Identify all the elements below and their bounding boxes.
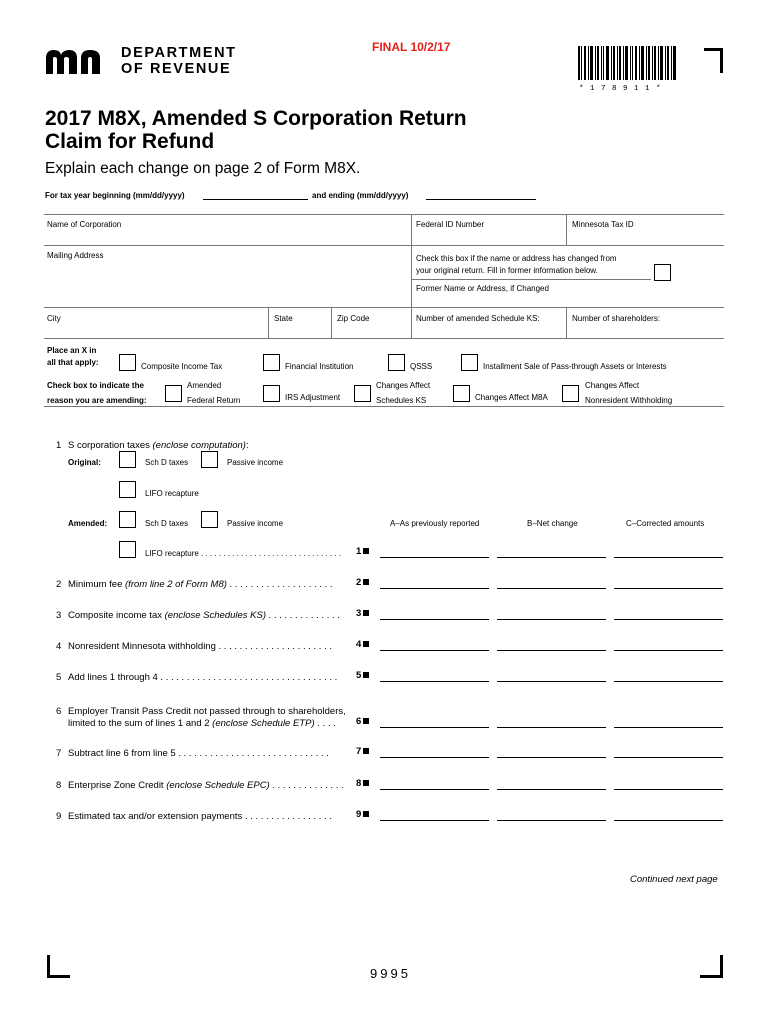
place-x-line-2: all that apply:: [47, 358, 99, 367]
line-6-col-a-field[interactable]: [380, 727, 489, 728]
line-8-box: [356, 778, 369, 789]
form-title-line-2: Claim for Refund: [45, 130, 215, 153]
amended-sch-d-checkbox[interactable]: [119, 511, 136, 528]
line-8-label: [68, 780, 344, 791]
name-of-corporation-label: Name of Corporation: [47, 220, 122, 229]
line-2-box-number: 2: [356, 577, 362, 588]
line-7-col-c-field[interactable]: [614, 757, 723, 758]
line-8-col-a-field[interactable]: [380, 789, 489, 790]
line-6-label-text: limited to the sum of lines 1 and 2: [68, 718, 213, 729]
place-x-instruction: [47, 345, 99, 369]
line-5-marker: [363, 672, 369, 678]
line-4-col-b-field[interactable]: [497, 650, 606, 651]
line-6-marker: [363, 718, 369, 724]
line-8-label-dots: . . . . . . . . . . . . . .: [269, 780, 344, 791]
line-3-col-c-field[interactable]: [614, 619, 723, 620]
name-change-instruction-2: your original return. Fill in former information below.: [416, 266, 598, 275]
tax-year-begin-field[interactable]: [203, 199, 308, 200]
line-7-label-text: Subtract line 6 from line 5: [68, 748, 176, 759]
line-5-number: 5: [56, 672, 62, 683]
divider: [331, 307, 332, 338]
line-2-label-text: Minimum fee: [68, 579, 126, 590]
divider: [566, 214, 567, 245]
line-4-col-a-field[interactable]: [380, 650, 489, 651]
line-3-label: [68, 610, 340, 621]
line-7-col-a-field[interactable]: [380, 757, 489, 758]
tax-year-end-label: and ending (mm/dd/yyyy): [312, 191, 409, 200]
divider: [566, 307, 567, 338]
original-passive-label: Passive income: [227, 458, 284, 467]
barcode-text: *178911*: [579, 85, 668, 93]
changes-affect-ks-label: [376, 378, 430, 408]
state-label: State: [274, 314, 293, 323]
divider: [411, 279, 651, 280]
amended-federal-return-checkbox[interactable]: [165, 385, 182, 402]
qsss-checkbox[interactable]: [388, 354, 405, 371]
line-9-box-number: 9: [356, 809, 362, 820]
line-8-number: 8: [56, 780, 62, 791]
line-9-box: [356, 809, 369, 820]
line-8-label-text: Enterprise Zone Credit: [68, 780, 167, 791]
line-7-box-number: 7: [356, 746, 362, 757]
line-7-box: [356, 746, 369, 757]
line-1-col-a-field[interactable]: [380, 557, 489, 558]
line-1-number: 1: [56, 440, 62, 451]
line-2-label-note: (from line 2 of Form M8): [125, 579, 227, 590]
crop-mark-top-right: [704, 48, 723, 73]
line-5-label: [68, 672, 337, 683]
installment-sale-checkbox[interactable]: [461, 354, 478, 371]
amended-passive-checkbox[interactable]: [201, 511, 218, 528]
changes-affect-m8a-checkbox[interactable]: [453, 385, 470, 402]
divider: [44, 214, 724, 215]
line-7-col-b-field[interactable]: [497, 757, 606, 758]
mn-logo: [44, 46, 112, 76]
line-5-label-dots: . . . . . . . . . . . . . . . . . . . . . . . . . . . . . . . . . .: [157, 672, 338, 683]
line-7-label: [68, 748, 329, 759]
line-9-label: [68, 811, 332, 822]
line-1-box: [356, 546, 369, 557]
line-7-number: 7: [56, 748, 62, 759]
amended-line-1: Amended: [187, 381, 222, 390]
qsss-label: QSSS: [410, 362, 433, 371]
line-4-box-number: 4: [356, 639, 362, 650]
line-3-col-b-field[interactable]: [497, 619, 606, 620]
line-2-label-dots: . . . . . . . . . . . . . . . . . . . .: [226, 579, 333, 590]
form-subtitle: Explain each change on page 2 of Form M8X.: [45, 160, 361, 177]
line-6-box-number: 6: [356, 716, 362, 727]
line-6-label-dots: . . . .: [314, 718, 336, 729]
line-6-box: [356, 716, 369, 727]
tax-year-end-field[interactable]: [426, 199, 536, 200]
num-shareholders-label: Number of shareholders:: [572, 314, 661, 323]
minnesota-tax-id-label: Minnesota Tax ID: [572, 220, 634, 229]
original-label: Original:: [68, 458, 101, 467]
line-3-marker: [363, 610, 369, 616]
amended-label: Amended:: [68, 519, 108, 528]
divider: [44, 338, 724, 339]
line-6-col-b-field[interactable]: [497, 727, 606, 728]
amended-lifo-checkbox[interactable]: [119, 541, 136, 558]
line-1-box-number: 1: [356, 546, 362, 557]
former-name-label: Former Name or Address, if Changed: [416, 284, 549, 293]
line-6-col-c-field[interactable]: [614, 727, 723, 728]
crop-mark-bottom-right: [700, 955, 723, 978]
line-2-col-c-field[interactable]: [614, 588, 723, 589]
line-6-label-1: Employer Transit Pass Credit not passed through to shareholders,: [68, 706, 346, 717]
barcode: [578, 46, 676, 80]
line-5-col-b-field[interactable]: [497, 681, 606, 682]
continued-next-page: Continued next page: [630, 874, 718, 885]
line-2-label: [68, 579, 332, 590]
amended-sch-d-label: Sch D taxes: [145, 519, 189, 528]
financial-institution-label: Financial Institution: [285, 362, 354, 371]
line-8-label-note: (enclose Schedule EPC): [166, 780, 270, 791]
original-sch-d-label: Sch D taxes: [145, 458, 189, 467]
changes-nr-line-1: Changes Affect: [585, 381, 640, 390]
line-9-label-dots: . . . . . . . . . . . . . . . . .: [242, 811, 333, 822]
composite-income-tax-checkbox[interactable]: [119, 354, 136, 371]
city-label: City: [47, 314, 61, 323]
line-5-col-a-field[interactable]: [380, 681, 489, 682]
changes-affect-withholding-label: [585, 378, 672, 408]
financial-institution-checkbox[interactable]: [263, 354, 280, 371]
line-8-marker: [363, 780, 369, 786]
name-changed-checkbox[interactable]: [654, 264, 671, 281]
num-schedule-ks-label: Number of amended Schedule KS:: [416, 314, 540, 323]
line-9-col-c-field[interactable]: [614, 820, 723, 821]
original-sch-d-checkbox[interactable]: [119, 451, 136, 468]
original-lifo-checkbox[interactable]: [119, 481, 136, 498]
line-1-marker: [363, 548, 369, 554]
line-6-label-2: [68, 718, 336, 729]
divider: [411, 214, 412, 245]
line-2-col-b-field[interactable]: [497, 588, 606, 589]
line-1-label-text: S corporation taxes: [68, 440, 153, 451]
divider: [411, 307, 412, 338]
line-3-box: [356, 608, 369, 619]
composite-income-tax-label: Composite Income Tax: [141, 362, 223, 371]
line-9-col-b-field[interactable]: [497, 820, 606, 821]
reason-line-2: reason you are amending:: [47, 396, 147, 405]
divider: [44, 307, 724, 308]
line-9-number: 9: [56, 811, 62, 822]
line-1-label-note: (enclose computation): [152, 440, 246, 451]
line-4-label-text: Nonresident Minnesota withholding: [68, 641, 216, 652]
line-3-label-text: Composite income tax: [68, 610, 165, 621]
line-7-marker: [363, 748, 369, 754]
line-5-box: [356, 670, 369, 681]
line-2-col-a-field[interactable]: [380, 588, 489, 589]
department-name: [121, 45, 237, 77]
line-4-number: 4: [56, 641, 62, 652]
line-4-label-dots: . . . . . . . . . . . . . . . . . . . . . .: [215, 641, 333, 652]
amended-line-2: Federal Return: [187, 396, 241, 405]
form-code: 9995: [370, 966, 411, 981]
divider: [44, 245, 724, 246]
divider: [268, 307, 269, 338]
amended-federal-return-label: [187, 378, 240, 408]
changes-ks-line-2: Schedules KS: [376, 396, 427, 405]
line-5-box-number: 5: [356, 670, 362, 681]
dept-line-1: DEPARTMENT: [121, 45, 237, 61]
line-3-number: 3: [56, 610, 62, 621]
changes-affect-withholding-checkbox[interactable]: [562, 385, 579, 402]
line-8-col-b-field[interactable]: [497, 789, 606, 790]
reason-line-1: Check box to indicate the: [47, 381, 144, 390]
column-a-header: A–As previously reported: [390, 519, 480, 528]
original-lifo-label: LIFO recapture: [145, 489, 199, 498]
crop-mark-bottom-left: [47, 955, 70, 978]
line-6-number: 6: [56, 706, 62, 717]
federal-id-label: Federal ID Number: [416, 220, 485, 229]
irs-adjustment-checkbox[interactable]: [263, 385, 280, 402]
line-3-label-note: (enclose Schedules KS): [164, 610, 267, 621]
form-title: [45, 107, 467, 153]
tax-year-begin-label: For tax year beginning (mm/dd/yyyy): [45, 191, 185, 200]
changes-nr-line-2: Nonresident Withholding: [585, 396, 673, 405]
line-8-box-number: 8: [356, 778, 362, 789]
line-4-col-c-field[interactable]: [614, 650, 723, 651]
line-9-col-a-field[interactable]: [380, 820, 489, 821]
original-passive-checkbox[interactable]: [201, 451, 218, 468]
name-change-instruction-1: Check this box if the name or address has changed from: [416, 254, 617, 263]
line-8-col-c-field[interactable]: [614, 789, 723, 790]
irs-adjustment-label: IRS Adjustment: [285, 393, 341, 402]
column-c-header: C–Corrected amounts: [626, 519, 705, 528]
line-4-marker: [363, 641, 369, 647]
line-3-col-a-field[interactable]: [380, 619, 489, 620]
line-3-box-number: 3: [356, 608, 362, 619]
amended-passive-label: Passive income: [227, 519, 284, 528]
line-6-label-note: (enclose Schedule ETP): [212, 718, 315, 729]
line-4-box: [356, 639, 369, 650]
place-x-line-1: Place an X in: [47, 346, 97, 355]
line-4-label: [68, 641, 332, 652]
reason-instruction: [47, 378, 147, 408]
divider: [44, 406, 724, 407]
line-1-col-c-field[interactable]: [614, 557, 723, 558]
column-b-header: B–Net change: [527, 519, 578, 528]
line-1-label-colon: :: [245, 440, 249, 451]
line-5-col-c-field[interactable]: [614, 681, 723, 682]
changes-affect-ks-checkbox[interactable]: [354, 385, 371, 402]
line-5-label-text: Add lines 1 through 4: [68, 672, 158, 683]
line-2-marker: [363, 579, 369, 585]
installment-sale-label: Installment Sale of Pass-through Assets or Interests: [483, 362, 667, 371]
dept-line-2: OF REVENUE: [121, 61, 232, 77]
line-7-label-dots: . . . . . . . . . . . . . . . . . . . . . . . . . . . . .: [175, 748, 329, 759]
final-date-label: FINAL 10/2/17: [372, 40, 451, 54]
line-9-marker: [363, 811, 369, 817]
line-1-label: [68, 440, 249, 451]
line-2-box: [356, 577, 369, 588]
changes-affect-m8a-label: Changes Affect M8A: [475, 393, 548, 402]
form-title-line-1: 2017 M8X, Amended S Corporation Return: [45, 107, 467, 130]
amended-lifo-label: LIFO recapture . . . . . . . . . . . . . . . . . . . . . . . . . . . . . . . .: [145, 549, 342, 558]
divider: [411, 245, 412, 307]
mailing-address-label: Mailing Address: [47, 251, 104, 260]
line-3-label-dots: . . . . . . . . . . . . . .: [266, 610, 340, 621]
zip-code-label: Zip Code: [337, 314, 370, 323]
line-2-number: 2: [56, 579, 62, 590]
line-1-col-b-field[interactable]: [497, 557, 606, 558]
changes-ks-line-1: Changes Affect: [376, 381, 431, 390]
line-9-label-text: Estimated tax and/or extension payments: [68, 811, 243, 822]
